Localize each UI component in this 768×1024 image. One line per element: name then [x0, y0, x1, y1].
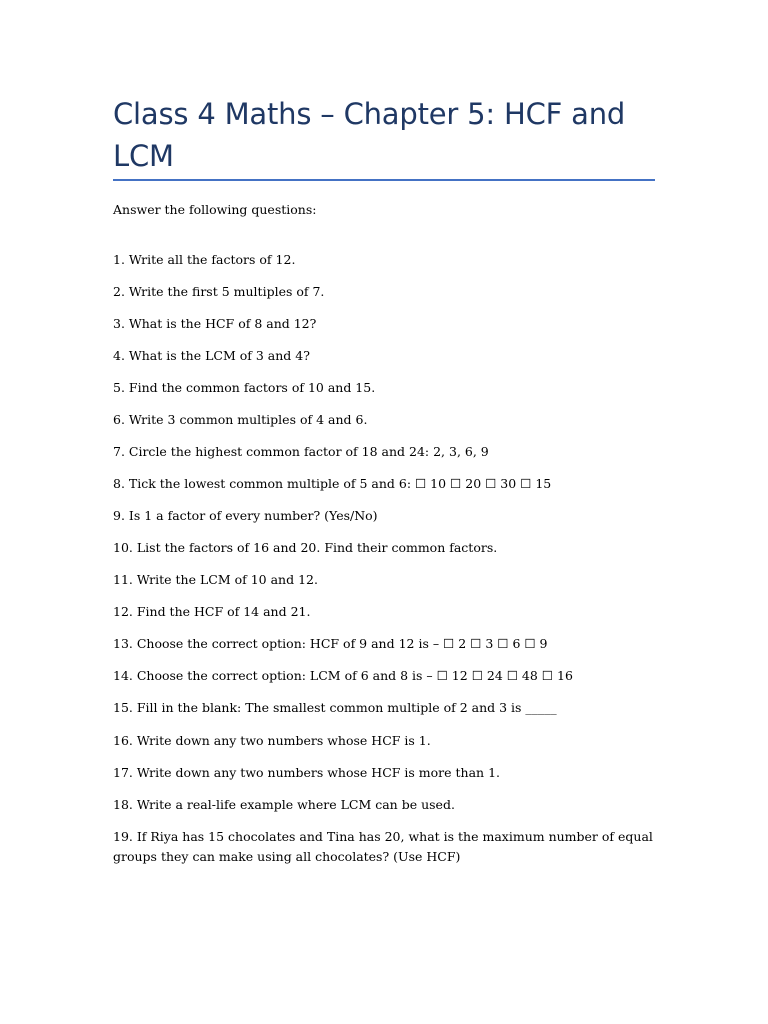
title-underline [113, 179, 655, 181]
question-3: 3. What is the HCF of 8 and 12? [113, 316, 317, 331]
question-6: 6. Write 3 common multiples of 4 and 6. [113, 412, 368, 427]
question-4: 4. What is the LCM of 3 and 4? [113, 348, 310, 363]
question-10: 10. List the factors of 16 and 20. Find their common factors. [113, 540, 498, 555]
question-2: 2. Write the first 5 multiples of 7. [113, 284, 325, 299]
question-7: 7. Circle the highest common factor of 18 and 24: 2, 3, 6, 9 [113, 444, 489, 459]
question-13: 13. Choose the correct option: HCF of 9 and 12 is – ☐ 2 ☐ 3 ☐ 6 ☐ 9 [113, 636, 548, 651]
question-12: 12. Find the HCF of 14 and 21. [113, 604, 311, 619]
question-8: 8. Tick the lowest common multiple of 5 and 6: ☐ 10 ☐ 20 ☐ 30 ☐ 15 [113, 476, 552, 491]
question-16: 16. Write down any two numbers whose HCF is 1. [113, 733, 431, 748]
question-9: 9. Is 1 a factor of every number? (Yes/No) [113, 508, 378, 523]
question-17: 17. Write down any two numbers whose HCF is more than 1. [113, 765, 500, 780]
question-1: 1. Write all the factors of 12. [113, 252, 296, 267]
question-18: 18. Write a real-life example where LCM can be used. [113, 797, 455, 812]
question-15: 15. Fill in the blank: The smallest common multiple of 2 and 3 is _____ [113, 700, 557, 715]
page-title: Class 4 Maths – Chapter 5: HCF and LCM [113, 97, 626, 173]
question-19: 19. If Riya has 15 chocolates and Tina has 20, what is the maximum number of equal groups they can make using all chocolates? (Use HCF) [113, 829, 653, 864]
question-5: 5. Find the common factors of 10 and 15. [113, 380, 376, 395]
instructions: Answer the following questions: [113, 202, 317, 217]
question-14: 14. Choose the correct option: LCM of 6 and 8 is – ☐ 12 ☐ 24 ☐ 48 ☐ 16 [113, 668, 573, 683]
question-11: 11. Write the LCM of 10 and 12. [113, 572, 318, 587]
